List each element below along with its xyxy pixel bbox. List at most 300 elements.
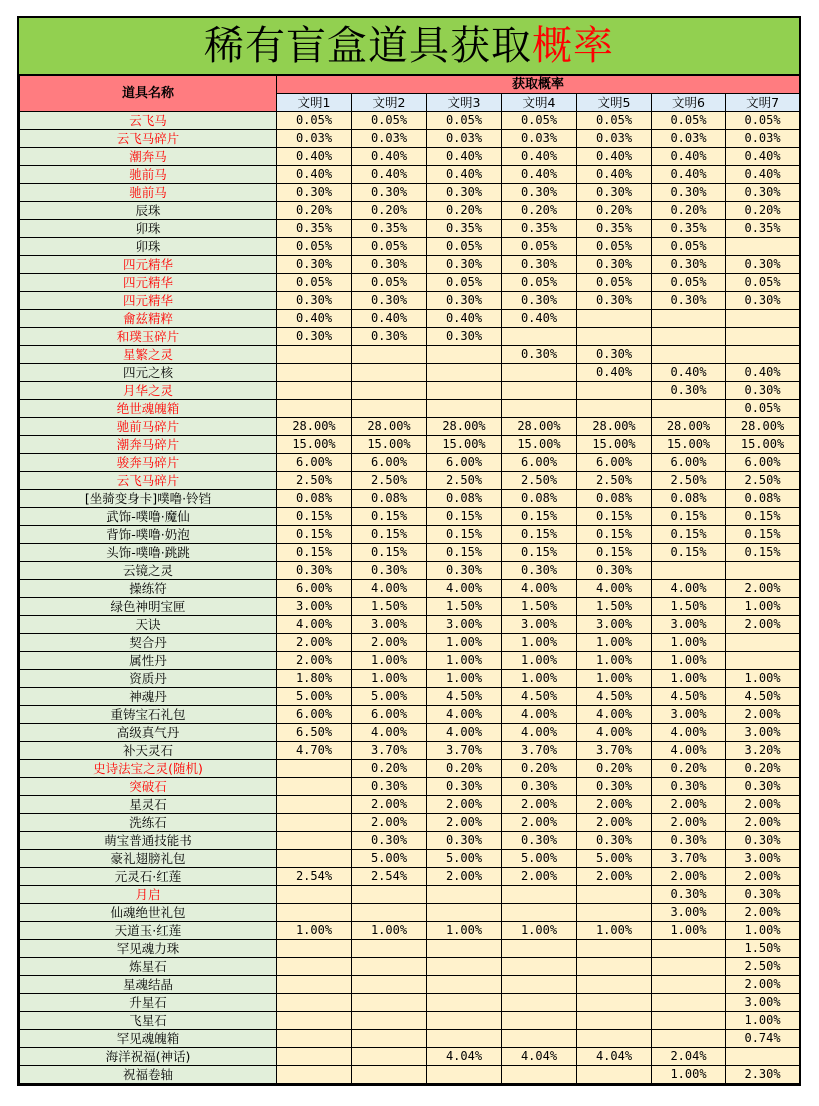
probability-cell [427,994,502,1012]
probability-cell: 2.00% [726,580,800,598]
table-row [20,742,800,760]
column-header-3: 文明3 [427,94,502,112]
probability-cell: 4.50% [726,688,800,706]
probability-cell [277,382,352,400]
item-name-cell: 四元精华 [20,274,277,292]
probability-cell [352,886,427,904]
probability-cell: 0.15% [577,544,652,562]
probability-cell [352,976,427,994]
probability-cell: 15.00% [652,436,726,454]
table-row [20,670,800,688]
probability-cell: 0.30% [652,292,726,310]
item-name-cell: 卯珠 [20,220,277,238]
table-row [20,796,800,814]
probability-cell: 0.20% [577,202,652,220]
item-name-cell: 绝世魂魄箱 [20,400,277,418]
probability-cell: 0.30% [577,256,652,274]
header-item-name: 道具名称 [20,76,277,112]
probability-cell [277,994,352,1012]
probability-cell [352,364,427,382]
probability-cell: 5.00% [352,688,427,706]
item-name-cell: 四元精华 [20,256,277,274]
probability-cell: 0.30% [427,256,502,274]
probability-cell: 0.30% [352,256,427,274]
probability-cell: 0.05% [502,238,577,256]
probability-cell: 3.70% [577,742,652,760]
probability-cell [652,976,726,994]
probability-cell [502,382,577,400]
probability-cell: 4.00% [502,724,577,742]
probability-cell: 3.70% [352,742,427,760]
probability-cell: 0.30% [427,328,502,346]
probability-cell: 4.00% [502,580,577,598]
item-name-cell: 卯珠 [20,238,277,256]
probability-cell: 2.50% [352,472,427,490]
probability-cell [352,940,427,958]
probability-cell: 1.00% [502,922,577,940]
probability-cell: 6.00% [726,454,800,472]
probability-cell: 2.00% [502,814,577,832]
probability-cell: 0.30% [427,184,502,202]
table-row [20,850,800,868]
probability-cell: 0.30% [726,886,800,904]
table-row [20,940,800,958]
probability-cell [652,562,726,580]
probability-cell: 0.15% [352,508,427,526]
probability-cell: 0.15% [427,526,502,544]
probability-cell [502,364,577,382]
probability-cell: 0.40% [352,166,427,184]
table-row [20,112,800,130]
probability-cell: 0.30% [726,382,800,400]
probability-cell: 6.00% [352,454,427,472]
probability-cell [652,1030,726,1048]
probability-cell: 4.50% [502,688,577,706]
probability-cell: 6.00% [277,580,352,598]
probability-cell: 0.30% [427,562,502,580]
item-name-cell: 星灵石 [20,796,277,814]
table-row [20,526,800,544]
probability-cell: 0.20% [277,202,352,220]
item-name-cell: 高级真气丹 [20,724,277,742]
probability-cell: 0.40% [427,166,502,184]
table-row [20,706,800,724]
probability-cell: 1.00% [652,1066,726,1084]
probability-cell: 4.04% [577,1048,652,1066]
probability-cell [277,1066,352,1084]
probability-cell [427,400,502,418]
probability-cell [726,238,800,256]
probability-cell: 2.00% [726,814,800,832]
probability-cell: 3.70% [502,742,577,760]
probability-cell: 3.00% [652,904,726,922]
table-row [20,472,800,490]
item-name-cell: 骏奔马碎片 [20,454,277,472]
table-row [20,148,800,166]
probability-cell: 15.00% [352,436,427,454]
probability-cell: 0.20% [652,760,726,778]
probability-cell: 0.30% [352,832,427,850]
item-name-cell: 突破石 [20,778,277,796]
probability-cell: 4.70% [277,742,352,760]
probability-cell [427,1066,502,1084]
probability-cell: 4.00% [352,580,427,598]
probability-cell: 1.00% [726,670,800,688]
probability-cell: 0.15% [502,526,577,544]
page-title [19,18,799,75]
probability-cell: 4.00% [577,706,652,724]
probability-cell: 0.20% [427,202,502,220]
probability-cell [726,328,800,346]
table-row [20,922,800,940]
probability-cell [652,346,726,364]
item-name-cell: 绿色神明宝匣 [20,598,277,616]
probability-cell: 28.00% [277,418,352,436]
item-name-cell: 云飞马碎片 [20,130,277,148]
probability-cell: 1.50% [502,598,577,616]
probability-cell: 28.00% [352,418,427,436]
probability-cell: 4.00% [577,580,652,598]
item-name-cell: 月启 [20,886,277,904]
table-row [20,238,800,256]
probability-cell: 0.20% [577,760,652,778]
probability-cell [577,886,652,904]
probability-cell: 6.50% [277,724,352,742]
table-row [20,904,800,922]
probability-cell: 1.80% [277,670,352,688]
probability-cell: 0.30% [277,256,352,274]
probability-cell [577,400,652,418]
probability-cell [352,400,427,418]
probability-cell [577,994,652,1012]
probability-cell [726,310,800,328]
probability-cell: 28.00% [502,418,577,436]
probability-cell: 0.03% [726,130,800,148]
probability-cell: 0.03% [352,130,427,148]
probability-cell: 15.00% [427,436,502,454]
probability-cell: 0.30% [652,184,726,202]
title-main: 稀有盲盒道具获取 [204,23,532,69]
probability-cell: 4.00% [427,580,502,598]
probability-cell: 0.15% [726,526,800,544]
item-name-cell: 史诗法宝之灵(随机) [20,760,277,778]
probability-cell: 1.50% [427,598,502,616]
probability-cell: 1.00% [277,922,352,940]
probability-cell [502,400,577,418]
probability-cell: 0.40% [502,310,577,328]
probability-cell [352,1012,427,1030]
probability-cell [577,1030,652,1048]
probability-cell: 2.50% [502,472,577,490]
probability-cell [427,976,502,994]
probability-cell: 0.40% [577,364,652,382]
probability-cell: 0.30% [427,832,502,850]
probability-cell: 2.30% [726,1066,800,1084]
probability-cell [726,634,800,652]
probability-cell: 0.15% [577,508,652,526]
table-row [20,814,800,832]
probability-cell: 0.40% [277,148,352,166]
probability-cell [726,346,800,364]
probability-cell [726,1048,800,1066]
probability-cell: 0.40% [577,166,652,184]
item-name-cell: 元灵石·红莲 [20,868,277,886]
probability-cell: 2.00% [726,868,800,886]
item-name-cell: 炼星石 [20,958,277,976]
table-row [20,364,800,382]
probability-cell [277,760,352,778]
probability-cell: 3.20% [726,742,800,760]
item-name-cell: 四元精华 [20,292,277,310]
probability-cell: 0.30% [502,778,577,796]
probability-cell: 2.50% [652,472,726,490]
probability-cell: 4.04% [427,1048,502,1066]
probability-cell: 0.30% [352,328,427,346]
probability-cell: 2.50% [277,472,352,490]
probability-cell: 0.05% [277,274,352,292]
probability-cell: 3.00% [502,616,577,634]
table-row [20,382,800,400]
probability-cell [577,310,652,328]
probability-cell: 0.40% [277,166,352,184]
probability-cell: 2.00% [352,796,427,814]
probability-cell: 2.50% [427,472,502,490]
table-row [20,454,800,472]
probability-cell: 5.00% [277,688,352,706]
probability-cell [502,904,577,922]
probability-cell: 0.40% [652,364,726,382]
item-name-cell: 资质丹 [20,670,277,688]
table-row [20,310,800,328]
item-name-cell: 洗练石 [20,814,277,832]
probability-cell: 2.00% [652,814,726,832]
probability-cell: 4.00% [427,724,502,742]
item-name-cell: 龠兹精粹 [20,310,277,328]
probability-cell [352,382,427,400]
probability-cell [352,1048,427,1066]
probability-cell: 4.50% [652,688,726,706]
probability-cell: 2.00% [652,796,726,814]
probability-cell [352,1030,427,1048]
table-row [20,544,800,562]
table-row [20,868,800,886]
probability-cell: 4.00% [502,706,577,724]
probability-cell: 0.40% [277,310,352,328]
probability-cell: 0.30% [577,292,652,310]
probability-cell: 3.00% [352,616,427,634]
probability-cell [502,1030,577,1048]
probability-cell: 0.30% [502,562,577,580]
probability-cell [277,886,352,904]
probability-cell: 0.35% [352,220,427,238]
probability-cell [577,1066,652,1084]
probability-cell: 0.30% [427,778,502,796]
probability-cell: 0.30% [726,292,800,310]
probability-cell [277,904,352,922]
probability-cell: 0.30% [726,256,800,274]
column-header-1: 文明1 [277,94,352,112]
item-name-cell: 云飞马 [20,112,277,130]
probability-cell: 0.30% [427,292,502,310]
probability-cell: 0.05% [502,274,577,292]
probability-cell [427,346,502,364]
probability-cell [577,904,652,922]
probability-cell [652,400,726,418]
item-name-cell: 云飞马碎片 [20,472,277,490]
probability-cell: 0.05% [577,112,652,130]
item-name-cell: 飞星石 [20,1012,277,1030]
probability-cell: 0.40% [726,148,800,166]
item-name-cell: 操练符 [20,580,277,598]
probability-cell: 0.15% [352,526,427,544]
probability-cell [277,832,352,850]
probability-cell: 6.00% [577,454,652,472]
probability-cell: 0.30% [652,382,726,400]
probability-cell: 2.54% [277,868,352,886]
probability-cell: 15.00% [726,436,800,454]
probability-cell: 0.40% [577,148,652,166]
probability-cell: 1.00% [352,670,427,688]
probability-cell: 2.00% [577,796,652,814]
probability-cell: 3.70% [427,742,502,760]
probability-cell: 0.05% [577,274,652,292]
item-name-cell: 头饰-噗噜·跳跳 [20,544,277,562]
probability-cell: 0.35% [502,220,577,238]
table-row [20,490,800,508]
probability-cell: 2.00% [277,634,352,652]
probability-cell [352,1066,427,1084]
probability-cell: 0.30% [502,256,577,274]
probability-cell [277,364,352,382]
table-row [20,958,800,976]
probability-cell: 2.00% [652,868,726,886]
probability-cell: 2.04% [652,1048,726,1066]
probability-cell: 2.00% [726,796,800,814]
probability-cell: 5.00% [427,850,502,868]
probability-cell: 0.30% [577,832,652,850]
probability-cell: 2.50% [726,958,800,976]
probability-cell: 0.15% [726,508,800,526]
probability-cell: 1.00% [502,670,577,688]
probability-cell: 0.05% [352,112,427,130]
probability-cell [427,382,502,400]
probability-cell: 0.20% [427,760,502,778]
probability-cell: 0.15% [277,508,352,526]
probability-cell: 6.00% [502,454,577,472]
probability-cell: 6.00% [277,454,352,472]
probability-cell: 3.00% [652,616,726,634]
probability-cell: 2.00% [277,652,352,670]
table-row [20,688,800,706]
table-row [20,256,800,274]
probability-cell: 1.00% [427,922,502,940]
probability-cell: 0.05% [652,238,726,256]
probability-cell: 0.40% [502,148,577,166]
probability-cell: 0.03% [652,130,726,148]
column-header-4: 文明4 [502,94,577,112]
table-row [20,1048,800,1066]
probability-cell: 4.00% [652,580,726,598]
probability-cell: 2.00% [726,904,800,922]
probability-cell: 0.15% [352,544,427,562]
probability-cell [427,904,502,922]
probability-cell [427,1012,502,1030]
item-name-cell: 罕见魂魄箱 [20,1030,277,1048]
probability-cell: 0.08% [652,490,726,508]
probability-cell: 0.05% [652,274,726,292]
probability-cell: 0.20% [502,202,577,220]
probability-cell: 0.15% [726,544,800,562]
table-row [20,184,800,202]
probability-cell [427,1030,502,1048]
probability-cell [652,328,726,346]
probability-cell: 0.05% [352,274,427,292]
table-row [20,274,800,292]
probability-cell: 0.15% [652,526,726,544]
table-row [20,508,800,526]
table-row [20,598,800,616]
probability-cell: 2.00% [502,868,577,886]
item-name-cell: 驰前马 [20,166,277,184]
item-name-cell: 月华之灵 [20,382,277,400]
probability-cell: 0.15% [652,508,726,526]
probability-cell: 5.00% [352,850,427,868]
probability-cell: 3.00% [726,994,800,1012]
probability-cell: 0.15% [652,544,726,562]
probability-table [19,75,800,1084]
table-row [20,1030,800,1048]
probability-cell: 0.15% [277,544,352,562]
probability-cell: 1.00% [577,922,652,940]
probability-cell: 2.00% [726,976,800,994]
probability-cell: 4.50% [427,688,502,706]
item-name-cell: 辰珠 [20,202,277,220]
probability-cell: 0.15% [427,508,502,526]
probability-cell: 1.00% [352,652,427,670]
probability-cell: 28.00% [577,418,652,436]
item-name-cell: 补天灵石 [20,742,277,760]
probability-cell: 0.30% [652,256,726,274]
probability-cell: 0.40% [427,310,502,328]
probability-cell: 1.00% [352,922,427,940]
probability-cell: 0.30% [577,778,652,796]
probability-cell: 1.00% [726,922,800,940]
probability-cell [652,1012,726,1030]
probability-cell [577,976,652,994]
probability-cell: 0.30% [502,292,577,310]
item-name-cell: 仙魂绝世礼包 [20,904,277,922]
probability-cell: 0.40% [652,166,726,184]
table-row [20,418,800,436]
item-name-cell: 潮奔马 [20,148,277,166]
probability-cell [577,382,652,400]
probability-cell: 0.30% [502,184,577,202]
probability-cell: 4.00% [352,724,427,742]
probability-cell [277,850,352,868]
probability-cell [277,1012,352,1030]
item-name-cell: 驰前马碎片 [20,418,277,436]
probability-cell [277,778,352,796]
probability-cell: 0.30% [652,886,726,904]
item-name-cell: 云镜之灵 [20,562,277,580]
table-row [20,346,800,364]
table-row [20,436,800,454]
probability-cell: 0.35% [726,220,800,238]
spreadsheet [17,16,801,1086]
probability-cell: 0.30% [652,832,726,850]
probability-cell [277,958,352,976]
probability-cell: 3.00% [652,706,726,724]
